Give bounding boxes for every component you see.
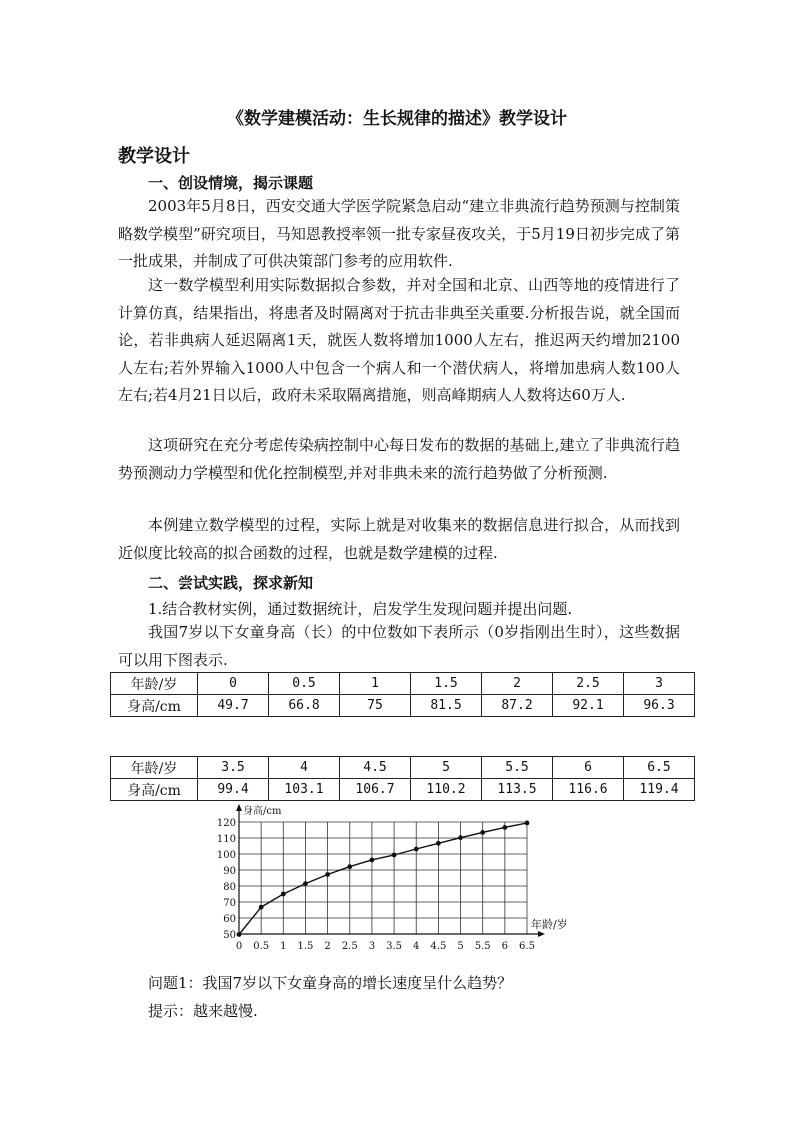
table-cell: 66.8 bbox=[269, 695, 340, 717]
table-row-height bbox=[111, 695, 695, 717]
table-cell: 2.5 bbox=[553, 673, 624, 695]
table-cell: 116.6 bbox=[553, 779, 624, 801]
paragraph-4: 本例建立数学模型的过程，实际上就是对收集来的数据信息进行拟合，从而找到近似度比较高的拟合函数的过程，也就是数学建模的过程. bbox=[118, 516, 680, 562]
table-header-cell: 年龄/岁 bbox=[111, 757, 198, 779]
table-cell: 5.5 bbox=[482, 757, 553, 779]
y-tick-label: 120 bbox=[216, 818, 236, 829]
table-cell: 5 bbox=[411, 757, 482, 779]
x-tick-label: 5 bbox=[457, 941, 464, 952]
table-cell: 99.4 bbox=[198, 779, 269, 801]
data-point bbox=[480, 830, 485, 835]
question-1: 问题1：我国7岁以下女童身高的增长速度呈什么趋势？ bbox=[148, 974, 513, 992]
table-header-cell: 身高/cm bbox=[111, 695, 198, 717]
table-cell: 3.5 bbox=[198, 757, 269, 779]
table-cell: 0.5 bbox=[269, 673, 340, 695]
table-cell: 3 bbox=[624, 673, 695, 695]
table-header-cell: 年龄/岁 bbox=[111, 673, 198, 695]
table-cell: 1 bbox=[340, 673, 411, 695]
y-tick-label: 70 bbox=[223, 898, 236, 909]
x-tick-label: 2.5 bbox=[341, 941, 358, 952]
table-cell: 49.7 bbox=[198, 695, 269, 717]
table-cell: 6 bbox=[553, 757, 624, 779]
x-tick-label: 0 bbox=[235, 941, 243, 952]
x-tick-label: 2 bbox=[324, 941, 331, 952]
table-cell: 75 bbox=[340, 695, 411, 717]
data-point bbox=[259, 905, 264, 910]
x-tick-label: 6.5 bbox=[519, 941, 535, 952]
paragraph-6: 我国7岁以下女童身高（长）的中位数如下表所示（0岁指刚出生时），这些数据可以用下图表示. bbox=[118, 623, 680, 669]
data-table-1 bbox=[110, 672, 695, 717]
table-cell: 0 bbox=[198, 673, 269, 695]
data-point bbox=[325, 872, 330, 877]
y-axis-label: 身高/cm bbox=[243, 806, 282, 817]
x-tick-label: 4.5 bbox=[430, 941, 447, 952]
table-cell: 106.7 bbox=[340, 779, 411, 801]
data-point bbox=[525, 821, 530, 826]
table-header-cell: 身高/cm bbox=[111, 779, 198, 801]
x-axis-label: 年龄/岁 bbox=[531, 918, 568, 931]
data-point bbox=[370, 858, 375, 863]
growth-chart bbox=[205, 798, 595, 968]
section-2-heading: 二、尝试实践，探求新知 bbox=[148, 574, 314, 592]
data-point bbox=[303, 881, 308, 886]
x-axis-arrow bbox=[538, 931, 545, 937]
y-tick-label: 80 bbox=[223, 882, 236, 893]
x-tick-label: 1.5 bbox=[297, 941, 314, 952]
table-cell: 87.2 bbox=[482, 695, 553, 717]
x-tick-label: 6 bbox=[501, 941, 509, 952]
table-cell: 1.5 bbox=[411, 673, 482, 695]
table-cell: 103.1 bbox=[269, 779, 340, 801]
data-point bbox=[502, 825, 507, 830]
table-cell: 110.2 bbox=[411, 779, 482, 801]
table-cell: 4.5 bbox=[340, 757, 411, 779]
table-cell: 92.1 bbox=[553, 695, 624, 717]
paragraph-3: 这项研究在充分考虑传染病控制中心每日发布的数据的基础上,建立了非典流行趋势预测动力学模型和优化控制模型,并对非典未来的流行趋势做了分析预测. bbox=[118, 436, 680, 482]
table-cell: 4 bbox=[269, 757, 340, 779]
y-tick-label: 50 bbox=[223, 930, 236, 941]
y-tick-label: 60 bbox=[223, 914, 236, 925]
x-tick-label: 0.5 bbox=[253, 941, 270, 952]
data-point bbox=[392, 853, 397, 858]
table-cell: 113.5 bbox=[482, 779, 553, 801]
section-heading: 教学设计 bbox=[118, 146, 190, 167]
data-point bbox=[414, 847, 419, 852]
data-point bbox=[237, 932, 242, 937]
document-title: 《数学建模活动：生长规律的描述》教学设计 bbox=[227, 109, 567, 129]
table-cell: 119.4 bbox=[624, 779, 695, 801]
data-point bbox=[458, 835, 463, 840]
x-tick-label: 3.5 bbox=[386, 941, 403, 952]
paragraph-1: 2003年5月8日，西安交通大学医学院紧急启动“建立非典流行趋势预测与控制策略数学模型”研究项目，马知恩教授率领一批专家昼夜攻关，于5月19日初步完成了第一批成果，并制成了可供决策部门参考的应用软件. bbox=[118, 197, 680, 270]
table-cell: 2 bbox=[482, 673, 553, 695]
table-cell: 6.5 bbox=[624, 757, 695, 779]
y-tick-label: 100 bbox=[216, 850, 236, 861]
x-tick-label: 5.5 bbox=[474, 941, 491, 952]
table-cell: 81.5 bbox=[411, 695, 482, 717]
hint-text: 提示：越来越慢. bbox=[148, 1002, 258, 1020]
x-tick-label: 1 bbox=[280, 941, 287, 952]
y-tick-label: 110 bbox=[216, 834, 236, 845]
paragraph-5: 1.结合教材实例，通过数据统计，启发学生发现问题并提出问题. bbox=[148, 600, 573, 618]
data-point bbox=[347, 864, 352, 869]
x-tick-label: 4 bbox=[413, 941, 420, 952]
y-tick-label: 90 bbox=[223, 866, 236, 877]
section-1-heading: 一、创设情境，揭示课题 bbox=[148, 174, 314, 192]
table-cell: 96.3 bbox=[624, 695, 695, 717]
table-row-age bbox=[111, 757, 695, 779]
x-tick-label: 3 bbox=[368, 941, 376, 952]
data-point bbox=[281, 892, 286, 897]
data-point bbox=[436, 841, 441, 846]
y-axis-arrow bbox=[236, 804, 242, 811]
table-row-age bbox=[111, 673, 695, 695]
paragraph-2: 这一数学模型利用实际数据拟合参数，并对全国和北京、山西等地的疫情进行了计算仿真，结果指出，将患者及时隔离对于抗击非典至关重要.分析报告说，就全国而论，若非典病人延迟隔离1天，就医人数将增加1000人左右，推迟两天约增加2100人左右;若外界输入1000人中包含一个病人和一个潜伏病人，将增加患病人数100人左右;若4月21日以后，政府未采取隔离措施，则高峰期病人人数将达60万人. bbox=[118, 276, 680, 404]
data-table-2 bbox=[110, 756, 695, 801]
